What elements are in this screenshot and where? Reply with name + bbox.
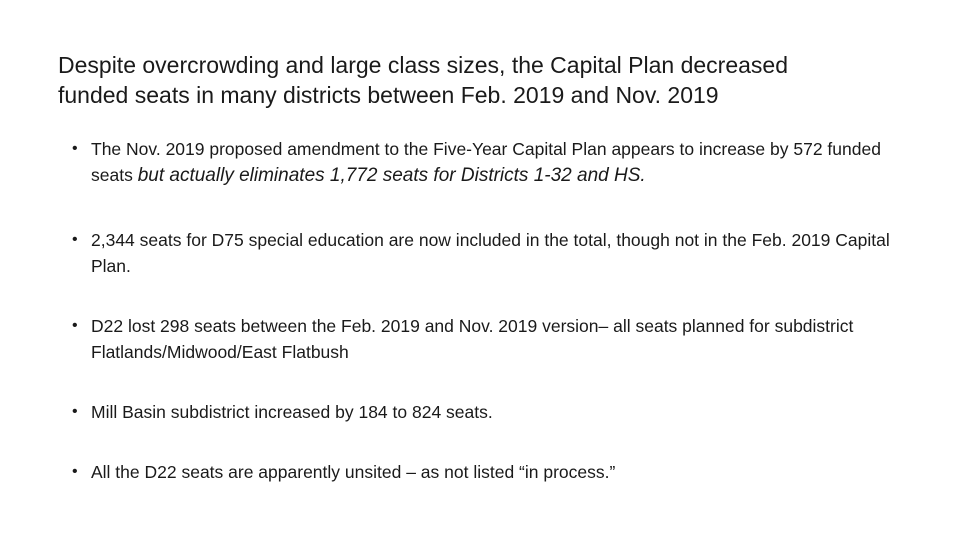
bullet-text: Mill Basin subdistrict increased by 184 to 824 seats. [91, 402, 493, 422]
bullet-text: All the D22 seats are apparently unsited – as not listed “in process.” [91, 462, 616, 482]
slide-title-line-2: funded seats in many districts between Feb. 2019 and Nov. 2019 [58, 82, 719, 108]
bullet-item [72, 227, 902, 279]
slide-title [58, 50, 918, 110]
bullet-item [72, 136, 902, 189]
bullet-text: 2,344 seats for D75 special education are now included in the total, though not in the Feb. 2019 Capital Plan. [91, 230, 890, 276]
bullet-emphasis-text: but actually eliminates 1,772 seats for Districts 1-32 and HS. [137, 165, 646, 186]
bullet-item [72, 313, 902, 365]
bullet-item [72, 399, 902, 425]
bullet-item [72, 459, 902, 485]
slide-title-line-1: Despite overcrowding and large class sizes, the Capital Plan decreased [58, 52, 789, 78]
bullet-list [72, 136, 902, 485]
bullet-text: D22 lost 298 seats between the Feb. 2019 and Nov. 2019 version– all seats planned for subdistrict Flatlands/Midwood/East Flatbush [91, 316, 854, 362]
bullet-text: The Nov. 2019 proposed amendment to the Five-Year Capital Plan appears to increase by 572 funded seats [91, 139, 881, 185]
